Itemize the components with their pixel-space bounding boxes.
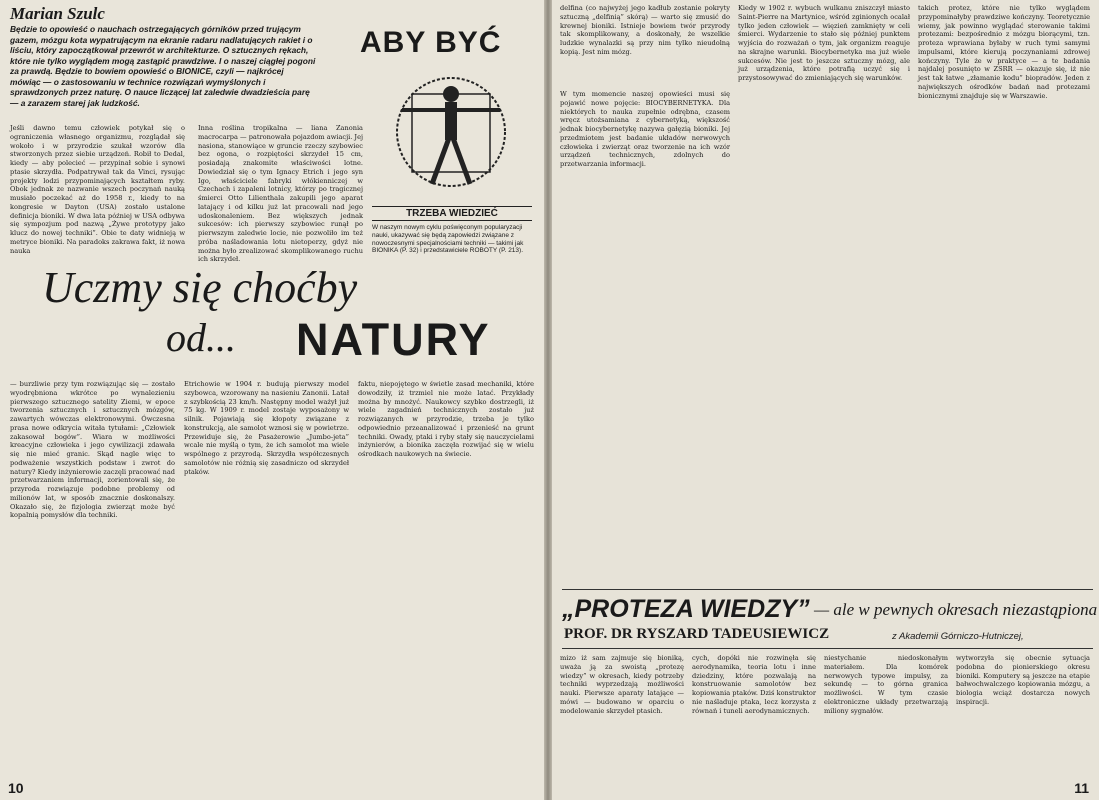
series-title: ABY BYĆ (360, 26, 502, 59)
interview-title: „PROTEZA WIEDZY” (562, 595, 810, 623)
body-column-1: delfina (co najwyżej jego kadłub zostanie pokryty sztuczną „delfinią” skórą) — warto się zmusić do krewnej bioniki. Istnieje bowiem twór przyrody tak skomplikowany, a doskonały, że wszelkie ludzkie wynalazki są przy nim tylko nieudolną kopią. Jest nim mózg. (560, 4, 730, 56)
body-column-4: Etrichowie w 1904 r. budują pierwszy model szybowca, wzorowany na nasieniu Zanonii. Latał z szybkością 23 km/h. Następny model ważył już 75 kg. W 1909 r. model zostaje wyposażony w silnik. Pojawiają się kłopoty związane z konstrukcją, ale samolot wznosi się w powietrze. Przewiduje się, że Pasażerowie „Jumbo-jeta” wcale nie myślą o tym, że ich samolot ma wiele wspólnego z przyrodą. Skrzydła współczesnych samolotów nie różnią się zasadniczo od skrzydeł ptaków. (184, 380, 349, 476)
author-name: Marian Szulc (10, 4, 105, 23)
body-column-3: takich protez, które nie tylko wyglądem przypominałyby prawdziwe kończyny. Teoretycznie wiemy, jak powinno wyglądać sterowanie takimi protezami: bezpośrednio z mózgu biorącymi, tzn. proteza wprawiana byłaby w ruch tymi samymi impulsami, które kierują poczynaniami zdrowej kończyny. Tyle że w praktyce — a te badania najdalej posunięto w ZSRR — okazuje się, iż nie jest tak łatwe „złamanie kodu” biopradów. Jeden z największych ośrodków badań nad protezami bionicznymi znajduje się w Warszawie. (918, 4, 1090, 100)
headline-line-1: Uczmy się choćby (42, 263, 358, 312)
body-column-5: faktu, niepojętego w świetle zasad mechaniki, które dowodziły, iż trzmiel nie może latać. Przykłady można by mnożyć. Naukowcy szybko dostrzegli, iż wiele zagadnień technicznych zostało już rozwiązanych w przyrodzie, trzeba je tylko odpowiednio przeanalizować i przenieść na grunt techniki. Owady, ptaki i ryby stały się nauczycielami inżynierów, a bionika zaczęła rozwijać się w wielu ośrodkach naukowych na świecie. (358, 380, 534, 459)
right-page (552, 0, 1099, 800)
interviewee-affiliation: z Akademii Górniczo-Hutniczej, (892, 631, 1024, 642)
interview-column-2: cych, dopóki nie rozwinęła się aerodynamika, teoria lotu i inne dziedziny, które pozwalają na konstruowanie samolotów bez kopiowania ptaków. Dziś konstruktor nie naśladuje ptaka, lecz korzysta z równań i tuneli aerodynamicznych. (692, 654, 816, 715)
interviewee-name: PROF. DR RYSZARD TADEUSIEWICZ (564, 626, 830, 642)
body-column-3: — burzliwie przy tym rozwiązując się — zostało wyodrębniona wkrótce po wynalezieniu pierwszego sztucznego satelity Ziemi, w epoce tworzenia sztucznych i sztucznych mózgów, zawartych wówczas elektronowymi. Ówczesna prasa nowe odkrycia witała tytułami: „Człowiek zakasował bogów”. Wiara w możliwości kreacyjne człowieka i jego cywilizacji zdawała się nie mieć granic. Skąd nagle więc to podważenie wszystkich podstaw i zwrot do natury? Kiedy inżynierowie zaczęli pracować nad przetwarzaniem informacji, zorientowali się, że przyroda rozwiązuje podobne problemy od milionów lat, w sposób znacznie doskonalszy. Okazało się, że fizjologia zwierząt może być kopalnią pomysłów dla techniki. (10, 380, 175, 520)
interview-column-3: niestychanie niedoskonałym materiałem. Dla komórek nerwowych typowe impulsy, za sekundę — to górna granica możliwości. W tym czasie elektroniczne układy przetwarzają miliony sygnałów. (824, 654, 948, 715)
illustration-caption: W naszym nowym cyklu poświęconym popularyzacji nauki, ukazywać się będą zapowiedzi związane z nowoczesnymi specjalnościami techniki — takimi jak BIONIKA (P. 32) i przedstawiciele ROBOTY (P. 213). (372, 224, 524, 255)
headline-keyword: NATURY (296, 314, 491, 365)
body-column-2: Inna roślina tropikalna — liana Zanonia macrocarpa — patronowała pojazdom awiacji. Jej nasiona, stanowiące w gruncie rzeczy szybowiec bez ogona, o rozpiętości skrzydeł 15 cm, posiadają znakomite właściwości lotne. Dowiedział się o tym Ignacy Etrich i jego syn Igo, właściciele fabryki włókienniczej w Czechach i zapaleni lotnicy, którzy po tragicznej śmierci Otto Lilienthala zakupili jego aparat latający i od kilku już lat pracowali nad jego udoskonaleniem. Bez większych jednak sukcesów: ich pierwszy szybowiec runął po pierwszym zaledwie locie, nie pozwoliło im też próba naśladowania lotu nietoperzy, gdyż nie można było zrealizować skomplikowanego ruchu ich skrzydeł. (198, 124, 364, 264)
body-column-1: Jeśli dawno temu człowiek potykał się o ograniczenia własnego organizmu, rozglądał się wokoło i w przyrodzie szukał wzorów dla stworzonych przez siebie urządzeń. Robił to Dedal, kiedy — aby polecieć — przypinał sobie i synowi ptasie skrzydła. Podpatrywał tak da Vinci, rysując projekty lodzi przypominających kształtem ryby. Obok jednak ze nazwanie wszech poczynań nauką musiało poczekać aż do 1958 r., kiedy to na kongresie w Dayton (USA) zostało ustalone definicja bioniki. W dwa lata później w USA odbywa się sympozjum pod nazwą „Żywe prototypy jako klucz do nowej techniki”. Obie te daty widnieją w metryce bioniki. Na paradoks zakrawa fakt, iż nowa nauka (10, 124, 185, 255)
body-column-1b: W tym momencie naszej opowieści musi się pojawić nowe pojęcie: BIOCYBERNETYKA. Dla niektórych to nauka zupełnie odrębna, czasem wręcz utożsamiana z cybernetyką, większość jednak biocybernetykę nazywa gałęzią bioniki. Jej przedmiotem jest badanie układów nerwowych człowieka i zwierząt oraz tworzenie na ich wzór urządzeń technicznych, zdolnych do przetwarzania informacji. (560, 90, 730, 169)
interview-subtitle: — ale w pewnych okresach niezastąpiona (814, 600, 1098, 619)
page-number: 11 (1074, 780, 1089, 796)
series-subtitle: TRZEBA WIEDZIEĆ (372, 206, 532, 221)
body-column-2: Kiedy w 1902 r. wybuch wulkanu zniszczył miasto Saint-Pierre na Martynice, wśród zginionych ocalał tylko jeden człowiek — więzień zamknięty w celi śmierci. Wydarzenie to stało się później punktem wyjścia do rozważań o tym, jak organizm reaguje na skrajne warunki. Biocybernetyka ma już wiele sukcesów. Nie jest to jeszcze sztuczny mózg, ale już urządzenia, które potrafią uczyć się i przystosowywać do zmieniających się warunków. (738, 4, 910, 83)
vitruvian-figure-illustration (392, 72, 510, 192)
section-divider (562, 589, 1093, 590)
headline-line-2: od... (166, 315, 236, 360)
page-number: 10 (8, 780, 24, 796)
interview-column-4: wytworzyła się obecnie sytuacja podobna do pionierskiego okresu bioniki. Komputery są jeszcze na etapie bałwochwalczego kopiowania mózgu, a biologia wciąż dostarcza nowych inspiracji. (956, 654, 1090, 706)
section-divider-2 (562, 648, 1093, 649)
interview-column-1: mizo iż sam zajmuje się bioniką, uważa ją za swoistą „protezę wiedzy” w okresach, kiedy potrzeby techniki wyprzedzają możliwości nauki. Pierwsze aparaty latające — mówi — budowano w oparciu o modelowanie skrzydeł ptasich. (560, 654, 684, 715)
left-page (0, 0, 544, 800)
spine-gutter (544, 0, 552, 800)
lead-paragraph: Będzie to opowieść o nauchach ostrzegających górników przed trującym gazem, mózgu kota wypatrującym na ekranie radaru nadlatujących rakiet i o liściu, który zapoczątkował przewrót w architekturze. O sztucznych rękach, które nie tylko wyglądem mogą zastąpić prawdziwe. I o naszej ciągłej pogoni za prawdą. Będzie to bowiem opowieść o BIONICE, czyli — najkrócej mówiąc — o zastosowaniu w technice rozwiązań wymyślonych i sprawdzonych przez naturę. O nauce liczącej lat zaledwie dwadzieścia parę — a zarazem starej jak ludzkość. (10, 24, 316, 108)
